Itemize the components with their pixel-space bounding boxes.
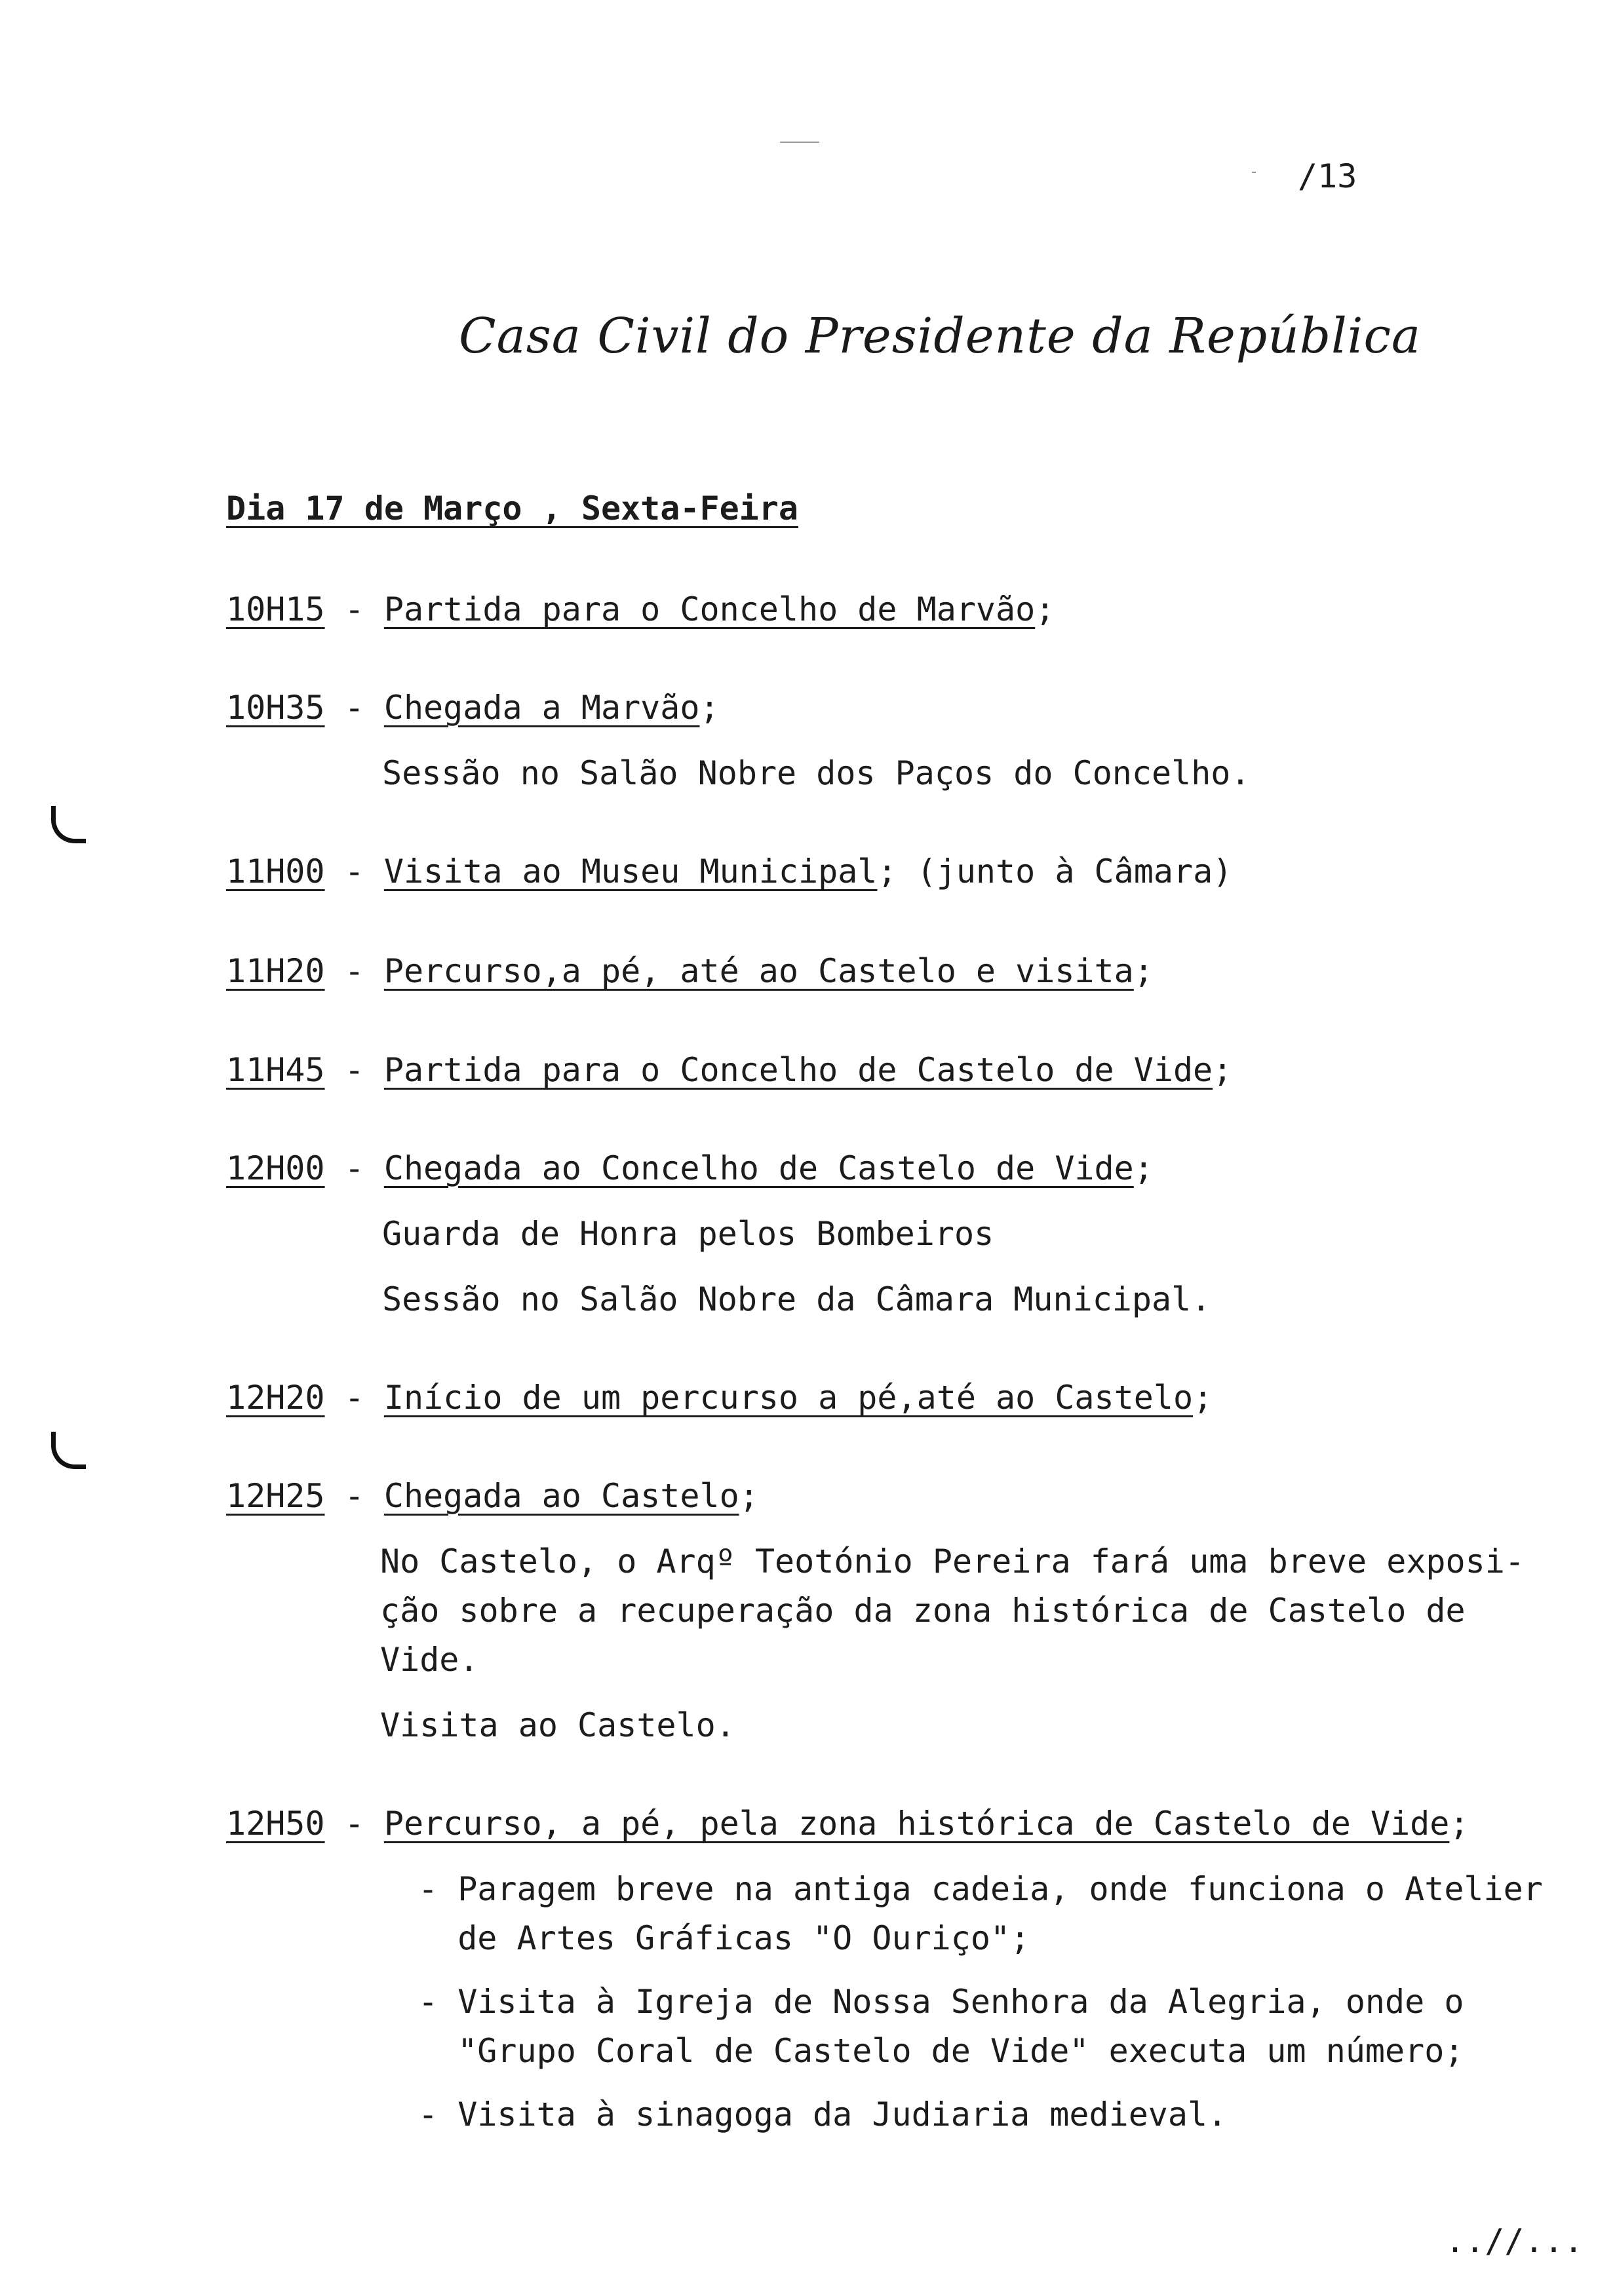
bullet-item: "Grupo Coral de Castelo de Vide" executa um número;: [418, 2032, 1464, 2070]
entry-time: 12H25: [226, 1477, 325, 1515]
letterhead: Casa Civil do Presidente da República: [459, 308, 1422, 364]
entry-separator: -: [344, 952, 364, 990]
entry-separator: -: [344, 590, 364, 628]
schedule-entry: [226, 1476, 759, 1516]
entry-separator: -: [344, 689, 364, 727]
entry-title: Chegada a Marvão: [383, 689, 700, 727]
entry-time: 12H50: [226, 1805, 325, 1843]
entry-punct: ;: [1449, 1805, 1469, 1843]
entry-separator: -: [344, 1051, 364, 1089]
entry-separator: -: [344, 852, 364, 890]
bullet-item: - Visita à sinagoga da Judiaria medieval.: [418, 2095, 1228, 2133]
page-number: /13: [1298, 157, 1357, 195]
entry-time: 11H20: [226, 952, 325, 990]
entry-punct: ;: [1213, 1051, 1233, 1089]
scan-artifact: [780, 142, 819, 143]
schedule-entry: [226, 1149, 1154, 1188]
schedule-entry: [226, 1378, 1213, 1417]
entry-punct: ;: [699, 689, 720, 727]
entry-title: Visita ao Museu Municipal: [383, 852, 878, 890]
entry-punct: ; (junto à Câmara): [877, 852, 1233, 890]
entry-title: Percurso, a pé, pela zona histórica de Castelo de Vide: [383, 1805, 1450, 1843]
entry-note: Vide.: [380, 1641, 479, 1679]
entry-punct: ;: [739, 1477, 759, 1515]
bullet-item: - Paragem breve na antiga cadeia, onde funciona o Atelier: [418, 1870, 1543, 1908]
entry-time: 11H00: [226, 852, 325, 890]
bullet-item: - Visita à Igreja de Nossa Senhora da Alegria, onde o: [418, 1983, 1464, 2021]
entry-note: Sessão no Salão Nobre dos Paços do Concelho.: [382, 754, 1251, 792]
entry-separator: -: [344, 1477, 364, 1515]
entry-title: Início de um percurso a pé,até ao Castelo: [383, 1379, 1194, 1417]
entry-title: Chegada ao Castelo: [383, 1477, 739, 1515]
schedule-entry: [226, 590, 1055, 629]
entry-time: 10H35: [226, 689, 325, 727]
entry-note: Visita ao Castelo.: [380, 1706, 735, 1744]
schedule-entry: [226, 852, 1232, 891]
handwritten-mark: [51, 806, 86, 843]
entry-time: 11H45: [226, 1051, 325, 1089]
entry-separator: -: [344, 1805, 364, 1843]
entry-time: 12H00: [226, 1149, 325, 1187]
entry-note: No Castelo, o Arqº Teotónio Pereira fará uma breve exposi-: [380, 1542, 1525, 1580]
entry-note: Guarda de Honra pelos Bombeiros: [382, 1215, 994, 1253]
entry-punct: ;: [1035, 590, 1055, 628]
bullet-item: de Artes Gráficas "O Ouriço";: [418, 1919, 1030, 1957]
entry-note: ção sobre a recuperação da zona histórica de Castelo de: [380, 1592, 1466, 1630]
schedule-entry: [226, 688, 720, 727]
entry-title: Partida para o Concelho de Marvão: [383, 590, 1036, 628]
entry-separator: -: [344, 1379, 364, 1417]
entry-title: Partida para o Concelho de Castelo de Vide: [383, 1051, 1213, 1089]
handwritten-mark: [51, 1432, 86, 1469]
entry-title: Chegada ao Concelho de Castelo de Vide: [383, 1149, 1134, 1187]
entry-note: Sessão no Salão Nobre da Câmara Municipal.: [382, 1280, 1211, 1318]
schedule-entry: [226, 1050, 1232, 1090]
entry-punct: ;: [1133, 1149, 1154, 1187]
page-title: Dia 17 de Março , Sexta-Feira: [226, 489, 798, 527]
entry-time: 12H20: [226, 1379, 325, 1417]
schedule-entry: [226, 951, 1154, 991]
entry-punct: ;: [1193, 1379, 1213, 1417]
entry-separator: -: [344, 1149, 364, 1187]
continuation-mark: ..//...: [1445, 2222, 1584, 2260]
entry-punct: ;: [1133, 952, 1154, 990]
schedule-entry: [226, 1804, 1469, 1843]
scan-artifact: [1252, 172, 1256, 173]
entry-title: Percurso,a pé, até ao Castelo e visita: [383, 952, 1134, 990]
entry-time: 10H15: [226, 590, 325, 628]
